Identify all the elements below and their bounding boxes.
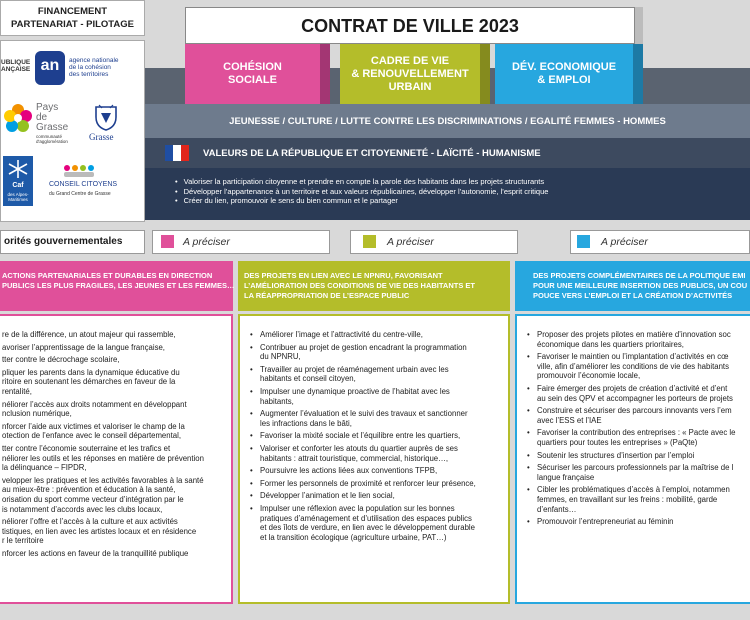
list-item: • tter contre l’économie souterraine et les trafics et néliorer les outils et les réponses en matière de prévention la délinquance – FIPDR, bbox=[0, 444, 227, 473]
list-item: • Favoriser la mixité sociale et l’équilibre entre les quartiers, bbox=[250, 431, 502, 441]
list-item: • Promouvoir l’entrepreneuriat au féminin bbox=[527, 517, 750, 527]
list-item: • Favoriser la contribution des entreprises : « Pacte avec le quartiers pour toutes les entreprises » (PaQte) bbox=[527, 428, 750, 447]
list-item: • Construire et sécuriser des parcours innovants vers l’em avec l’ESS et l’IAE bbox=[527, 406, 750, 425]
priorites-label: orités gouvernementales bbox=[0, 230, 145, 254]
column-heading: DES PROJETS EN LIEN AVEC LE NPNRU, FAVORISANT L’AMÉLIORATION DES CONDITIONS DE VIE DES HABITANTS ET LA RÉAPPROPRIATION DE L’ESPACE PUBLIC bbox=[244, 271, 475, 300]
logo-anct-label: agence nationale de la cohésion des territoires bbox=[69, 57, 119, 78]
list-item: • néliorer l’accès aux droits notamment en développant nclusion numérique, bbox=[0, 400, 227, 419]
pays-de-grasse-flower-icon bbox=[3, 103, 33, 133]
list-item: • nforcer les actions en faveur de la tranquillité publique bbox=[0, 549, 227, 559]
pillar-side bbox=[320, 44, 330, 104]
column-heading: DES PROJETS COMPLÉMENTAIRES DE LA POLITIQUE EMI POUR UNE MEILLEURE INSERTION DES PUBLICS, UN COU POUCE VERS L’EMPLOI ET LA CRÉATION D’ACTIVITÉS bbox=[533, 271, 748, 300]
column-body-cohesion bbox=[0, 314, 233, 604]
list-item: • Améliorer l’image et l’attractivité du centre-ville, bbox=[250, 330, 502, 340]
list-item: • Soutenir les structures d’insertion par l’emploi bbox=[527, 451, 750, 461]
pink-square-icon bbox=[161, 235, 174, 248]
list-item: • Augmenter l’évaluation et le suivi des travaux et sanctionner les infractions dans le bâti, bbox=[250, 409, 502, 428]
priorite-economique bbox=[570, 230, 750, 254]
column-body-cadre-de-vie bbox=[238, 314, 510, 604]
pillar-cohesion-sociale bbox=[185, 44, 320, 104]
title-box-shadow bbox=[635, 7, 643, 44]
logo-republique-francaise: UBLIQUE ANÇAISE bbox=[1, 59, 31, 73]
priorite-text: A préciser bbox=[601, 236, 648, 248]
logo-grasse: Grasse bbox=[89, 132, 114, 142]
valeurs-details bbox=[145, 168, 750, 220]
grasse-crest-icon bbox=[93, 103, 119, 131]
valeurs-title: VALEURS DE LA RÉPUBLIQUE ET CITOYENNETÉ - LAÏCITÉ - HUMANISME bbox=[203, 147, 541, 159]
partner-logos bbox=[0, 40, 145, 222]
list-item: • Faire émerger des projets de création d’activité et d’ent au sein des QPV et accompagner les porteurs de projets bbox=[527, 384, 750, 403]
column-head-cohesion bbox=[0, 261, 233, 311]
conseil-citoyens-people-icon bbox=[61, 163, 97, 179]
list-item: • nforcer l’aide aux victimes et valoriser le champ de la otection de l’enfance avec le conseil départemental, bbox=[0, 422, 227, 441]
column-body-dev-economique bbox=[515, 314, 750, 604]
list-item: • Poursuivre les actions liées aux conventions TFPB, bbox=[250, 466, 502, 476]
transversal-band: JEUNESSE / CULTURE / LUTTE CONTRE LES DISCRIMINATIONS / EGALITÉ FEMMES - HOMMES bbox=[145, 104, 750, 138]
french-flag-icon bbox=[165, 145, 189, 161]
pillar-dev-economique bbox=[495, 44, 633, 104]
priorite-text: A préciser bbox=[183, 236, 230, 248]
list-item: • Développer l’animation et le lien social, bbox=[250, 491, 502, 501]
logo-conseil-citoyens-sub: du Grand Centre de Grasse bbox=[49, 191, 111, 197]
valeurs-band bbox=[145, 138, 750, 168]
financement-title: FINANCEMENT bbox=[37, 6, 108, 17]
priorite-cohesion bbox=[152, 230, 330, 254]
list-item: • Valoriser la participation citoyenne et prendre en compte la parole des habitants dans les projets structurants bbox=[185, 177, 750, 187]
partenariat-title: PARTENARIAT - PILOTAGE bbox=[11, 19, 134, 30]
pillar-label: CADRE DE VIE & RENOUVELLEMENT URBAIN bbox=[351, 54, 469, 93]
column-head-cadre-de-vie bbox=[238, 261, 510, 311]
list-item: • néliorer l’offre et l’accès à la culture et aux activités tistiques, en lien avec les artistes locaux et en résidence r le territoire bbox=[0, 517, 227, 546]
logo-pays-de-grasse: Pays de Grasse bbox=[36, 102, 69, 133]
logo-pays-de-grasse-sub: communauté d'agglomération bbox=[36, 134, 68, 144]
page-title: CONTRAT DE VILLE 2023 bbox=[185, 7, 635, 44]
list-item: • Créer du lien, promouvoir le sens du bien commun et le partager bbox=[185, 196, 750, 206]
anct-mark-icon: an bbox=[40, 57, 60, 74]
pillar-label: DÉV. ECONOMIQUE & EMPLOI bbox=[511, 61, 617, 86]
list-item: • tter contre le décrochage scolaire, bbox=[0, 355, 227, 365]
list-item: • Travailler au projet de réaménagement urbain avec les habitants et conseil citoyen, bbox=[250, 365, 502, 384]
list-item: • Cibler les problématiques d’accès à l’emploi, notammen femmes, en travaillant sur les freins : mobilité, garde d’enfants… bbox=[527, 485, 750, 514]
list-item: • pliquer les parents dans la dynamique éducative du ritoire en soutenant les démarches en faveur de la rentalité, bbox=[0, 368, 227, 397]
logo-caf-label: Caf bbox=[12, 182, 24, 189]
column-heading: ACTIONS PARTENARIALES ET DURABLES EN DIRECTION PUBLICS LES PLUS FRAGILES, LES JEUNES ET LES FEMMES… bbox=[2, 271, 235, 290]
list-item: • Sécuriser les parcours professionnels par la maîtrise de l langue française bbox=[527, 463, 750, 482]
pillar-side bbox=[480, 44, 490, 104]
logo-conseil-citoyens: CONSEIL CITOYENS bbox=[49, 181, 118, 188]
list-item: • Impulser une réflexion avec la population sur les bonnes pratiques d’aménagement et d’utilisation des espaces publics et des îlots de verdure, en lien avec le développement durable et la transition écologique (agriculture urbaine, PAT…) bbox=[250, 504, 502, 542]
list-item: • Développer l’appartenance à un territoire et aux valeurs républicaines, développer l’autonomie, l’esprit critique bbox=[185, 187, 750, 197]
pillar-cadre-de-vie bbox=[340, 44, 480, 104]
column-head-dev-economique bbox=[515, 261, 750, 311]
pillar-side bbox=[633, 44, 643, 104]
list-item: • Valoriser et conforter les atouts du quartier auprès de ses habitants : attrait touristique, commercial, historique…, bbox=[250, 444, 502, 463]
financement-box bbox=[0, 0, 145, 36]
green-square-icon bbox=[363, 235, 376, 248]
priorite-cadre bbox=[350, 230, 518, 254]
list-item: • Contribuer au projet de gestion encadrant la programmation du NPNRU, bbox=[250, 343, 502, 362]
logo-anct bbox=[35, 51, 65, 85]
list-item: • Former les personnels de proximité et renforcer leur présence, bbox=[250, 479, 502, 489]
list-item: • Proposer des projets pilotes en matière d’innovation soc économique dans les quartiers prioritaires, bbox=[527, 330, 750, 349]
blue-square-icon bbox=[577, 235, 590, 248]
caf-flake-icon bbox=[3, 158, 33, 180]
list-item: • Favoriser le maintien ou l’implantation d’activités en cœ ville, afin d’améliorer les conditions de vie des habitants promouvoir l’économie locale, bbox=[527, 352, 750, 381]
priorite-text: A préciser bbox=[387, 236, 434, 248]
list-item: • re de la différence, un atout majeur qui rassemble, bbox=[0, 330, 227, 340]
list-item: • avoriser l’apprentissage de la langue française, bbox=[0, 343, 227, 353]
logo-caf bbox=[3, 156, 33, 206]
list-item: • velopper les pratiques et les activités favorables à la santé au mieux-être : prévention et éducation à la santé, orisation du sport comme vecteur d’intégration par le is notamment d’accords avec les clubs locaux, bbox=[0, 476, 227, 514]
logo-caf-sub: des Alpes- Maritimes bbox=[7, 192, 29, 202]
list-item: • Impulser une dynamique proactive de l’habitat avec les habitants, bbox=[250, 387, 502, 406]
pillar-label: COHÉSION SOCIALE bbox=[223, 61, 282, 86]
